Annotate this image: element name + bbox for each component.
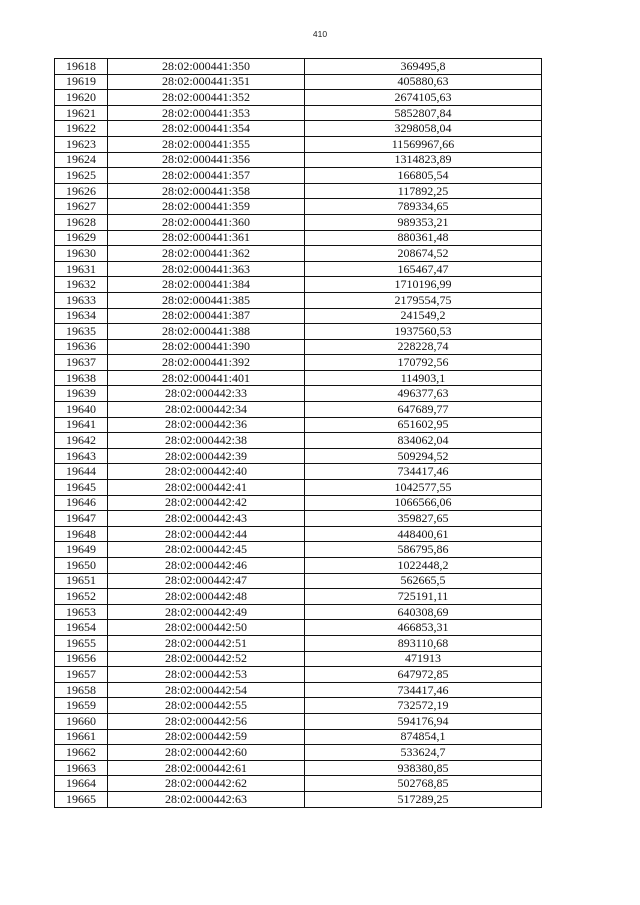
value-cell: 502768,85 xyxy=(305,776,542,792)
cadastral-number-cell: 28:02:000441:353 xyxy=(108,105,305,121)
row-number-cell: 19620 xyxy=(55,90,108,106)
value-cell: 448400,61 xyxy=(305,526,542,542)
cadastral-number-cell: 28:02:000442:45 xyxy=(108,542,305,558)
row-number-cell: 19639 xyxy=(55,386,108,402)
table-row xyxy=(55,573,542,589)
cadastral-number-cell: 28:02:000442:36 xyxy=(108,417,305,433)
table-row xyxy=(55,604,542,620)
row-number-cell: 19641 xyxy=(55,417,108,433)
cadastral-number-cell: 28:02:000442:60 xyxy=(108,745,305,761)
row-number-cell: 19625 xyxy=(55,168,108,184)
cadastral-number-cell: 28:02:000442:40 xyxy=(108,464,305,480)
cadastral-number-cell: 28:02:000442:51 xyxy=(108,635,305,651)
value-cell: 874854,1 xyxy=(305,729,542,745)
value-cell: 1022448,2 xyxy=(305,558,542,574)
row-number-cell: 19636 xyxy=(55,339,108,355)
row-number-cell: 19664 xyxy=(55,776,108,792)
cadastral-number-cell: 28:02:000441:362 xyxy=(108,246,305,262)
table-row xyxy=(55,152,542,168)
cadastral-number-cell: 28:02:000442:49 xyxy=(108,604,305,620)
cadastral-number-cell: 28:02:000441:358 xyxy=(108,183,305,199)
row-number-cell: 19628 xyxy=(55,214,108,230)
value-cell: 789334,65 xyxy=(305,199,542,215)
cadastral-number-cell: 28:02:000442:55 xyxy=(108,698,305,714)
cadastral-number-cell: 28:02:000441:357 xyxy=(108,168,305,184)
cadastral-number-cell: 28:02:000442:34 xyxy=(108,402,305,418)
table-row xyxy=(55,121,542,137)
row-number-cell: 19630 xyxy=(55,246,108,262)
cadastral-number-cell: 28:02:000441:390 xyxy=(108,339,305,355)
row-number-cell: 19658 xyxy=(55,682,108,698)
table-row xyxy=(55,682,542,698)
table-row xyxy=(55,635,542,651)
cadastral-number-cell: 28:02:000442:41 xyxy=(108,480,305,496)
cadastral-number-cell: 28:02:000441:363 xyxy=(108,261,305,277)
value-cell: 114903,1 xyxy=(305,370,542,386)
cadastral-number-cell: 28:02:000442:47 xyxy=(108,573,305,589)
table-row xyxy=(55,324,542,340)
row-number-cell: 19655 xyxy=(55,635,108,651)
value-cell: 117892,25 xyxy=(305,183,542,199)
value-cell: 359827,65 xyxy=(305,511,542,527)
value-cell: 166805,54 xyxy=(305,168,542,184)
value-cell: 2179554,75 xyxy=(305,292,542,308)
value-cell: 647689,77 xyxy=(305,402,542,418)
value-cell: 533624,7 xyxy=(305,745,542,761)
value-cell: 586795,86 xyxy=(305,542,542,558)
row-number-cell: 19624 xyxy=(55,152,108,168)
row-number-cell: 19635 xyxy=(55,324,108,340)
row-number-cell: 19657 xyxy=(55,667,108,683)
table-row xyxy=(55,745,542,761)
value-cell: 2674105,63 xyxy=(305,90,542,106)
cadastral-number-cell: 28:02:000441:385 xyxy=(108,292,305,308)
value-cell: 834062,04 xyxy=(305,433,542,449)
row-number-cell: 19650 xyxy=(55,558,108,574)
table-row xyxy=(55,199,542,215)
value-cell: 1066566,06 xyxy=(305,495,542,511)
cadastral-number-cell: 28:02:000442:59 xyxy=(108,729,305,745)
value-cell: 725191,11 xyxy=(305,589,542,605)
row-number-cell: 19640 xyxy=(55,402,108,418)
cadastral-number-cell: 28:02:000441:355 xyxy=(108,136,305,152)
table-row xyxy=(55,511,542,527)
row-number-cell: 19632 xyxy=(55,277,108,293)
value-cell: 640308,69 xyxy=(305,604,542,620)
value-cell: 734417,46 xyxy=(305,682,542,698)
cadastral-number-cell: 28:02:000441:359 xyxy=(108,199,305,215)
value-cell: 5852807,84 xyxy=(305,105,542,121)
table-row xyxy=(55,776,542,792)
cadastral-number-cell: 28:02:000441:350 xyxy=(108,59,305,75)
row-number-cell: 19656 xyxy=(55,651,108,667)
value-cell: 893110,68 xyxy=(305,635,542,651)
value-cell: 228228,74 xyxy=(305,339,542,355)
cadastral-number-cell: 28:02:000441:351 xyxy=(108,74,305,90)
page-number: 410 xyxy=(312,29,328,39)
row-number-cell: 19652 xyxy=(55,589,108,605)
table-row xyxy=(55,90,542,106)
cadastral-number-cell: 28:02:000441:352 xyxy=(108,90,305,106)
row-number-cell: 19654 xyxy=(55,620,108,636)
table-row xyxy=(55,105,542,121)
table-row xyxy=(55,729,542,745)
value-cell: 880361,48 xyxy=(305,230,542,246)
row-number-cell: 19623 xyxy=(55,136,108,152)
row-number-cell: 19634 xyxy=(55,308,108,324)
row-number-cell: 19631 xyxy=(55,261,108,277)
value-cell: 651602,95 xyxy=(305,417,542,433)
table-row xyxy=(55,183,542,199)
table-row xyxy=(55,136,542,152)
cadastral-number-cell: 28:02:000441:392 xyxy=(108,355,305,371)
table-row xyxy=(55,168,542,184)
table-row xyxy=(55,667,542,683)
row-number-cell: 19621 xyxy=(55,105,108,121)
cadastral-number-cell: 28:02:000442:38 xyxy=(108,433,305,449)
cadastral-number-cell: 28:02:000441:388 xyxy=(108,324,305,340)
row-number-cell: 19618 xyxy=(55,59,108,75)
table-row xyxy=(55,246,542,262)
value-cell: 989353,21 xyxy=(305,214,542,230)
cadastral-number-cell: 28:02:000442:53 xyxy=(108,667,305,683)
row-number-cell: 19663 xyxy=(55,760,108,776)
table-row xyxy=(55,417,542,433)
table-row xyxy=(55,402,542,418)
cadastral-number-cell: 28:02:000442:61 xyxy=(108,760,305,776)
table-row xyxy=(55,526,542,542)
value-cell: 732572,19 xyxy=(305,698,542,714)
table-row xyxy=(55,230,542,246)
cadastral-number-cell: 28:02:000442:44 xyxy=(108,526,305,542)
cadastral-number-cell: 28:02:000442:63 xyxy=(108,791,305,807)
value-cell: 405880,63 xyxy=(305,74,542,90)
row-number-cell: 19637 xyxy=(55,355,108,371)
row-number-cell: 19629 xyxy=(55,230,108,246)
value-cell: 496377,63 xyxy=(305,386,542,402)
table-row xyxy=(55,59,542,75)
value-cell: 170792,56 xyxy=(305,355,542,371)
cadastral-number-cell: 28:02:000441:387 xyxy=(108,308,305,324)
value-cell: 165467,47 xyxy=(305,261,542,277)
cadastral-number-cell: 28:02:000442:48 xyxy=(108,589,305,605)
cadastral-number-cell: 28:02:000441:356 xyxy=(108,152,305,168)
table-row xyxy=(55,589,542,605)
table-row xyxy=(55,277,542,293)
row-number-cell: 19626 xyxy=(55,183,108,199)
table-row xyxy=(55,292,542,308)
row-number-cell: 19633 xyxy=(55,292,108,308)
cadastral-number-cell: 28:02:000442:62 xyxy=(108,776,305,792)
cadastral-number-cell: 28:02:000442:46 xyxy=(108,558,305,574)
cadastral-number-cell: 28:02:000442:39 xyxy=(108,448,305,464)
table-row xyxy=(55,339,542,355)
cadastral-number-cell: 28:02:000442:43 xyxy=(108,511,305,527)
table-row xyxy=(55,542,542,558)
value-cell: 1710196,99 xyxy=(305,277,542,293)
row-number-cell: 19619 xyxy=(55,74,108,90)
cadastral-number-cell: 28:02:000442:42 xyxy=(108,495,305,511)
cadastral-number-cell: 28:02:000441:384 xyxy=(108,277,305,293)
value-cell: 1314823,89 xyxy=(305,152,542,168)
table-row xyxy=(55,433,542,449)
row-number-cell: 19638 xyxy=(55,370,108,386)
table-row xyxy=(55,698,542,714)
cadastral-number-cell: 28:02:000442:52 xyxy=(108,651,305,667)
value-cell: 369495,8 xyxy=(305,59,542,75)
value-cell: 517289,25 xyxy=(305,791,542,807)
table-body xyxy=(55,59,542,808)
cadastral-number-cell: 28:02:000441:401 xyxy=(108,370,305,386)
row-number-cell: 19627 xyxy=(55,199,108,215)
value-cell: 11569967,66 xyxy=(305,136,542,152)
row-number-cell: 19660 xyxy=(55,713,108,729)
table-row xyxy=(55,651,542,667)
row-number-cell: 19645 xyxy=(55,480,108,496)
table-row xyxy=(55,386,542,402)
value-cell: 938380,85 xyxy=(305,760,542,776)
value-cell: 1937560,53 xyxy=(305,324,542,340)
value-cell: 1042577,55 xyxy=(305,480,542,496)
table-row xyxy=(55,480,542,496)
table-row xyxy=(55,355,542,371)
table-row xyxy=(55,791,542,807)
value-cell: 509294,52 xyxy=(305,448,542,464)
table-row xyxy=(55,370,542,386)
table-row xyxy=(55,448,542,464)
row-number-cell: 19659 xyxy=(55,698,108,714)
row-number-cell: 19622 xyxy=(55,121,108,137)
cadastral-number-cell: 28:02:000441:354 xyxy=(108,121,305,137)
table-row xyxy=(55,620,542,636)
row-number-cell: 19647 xyxy=(55,511,108,527)
value-cell: 3298058,04 xyxy=(305,121,542,137)
value-cell: 594176,94 xyxy=(305,713,542,729)
table-row xyxy=(55,308,542,324)
row-number-cell: 19651 xyxy=(55,573,108,589)
row-number-cell: 19653 xyxy=(55,604,108,620)
value-cell: 241549,2 xyxy=(305,308,542,324)
row-number-cell: 19646 xyxy=(55,495,108,511)
cadastral-number-cell: 28:02:000441:361 xyxy=(108,230,305,246)
value-cell: 466853,31 xyxy=(305,620,542,636)
table-row xyxy=(55,464,542,480)
cadastral-number-cell: 28:02:000441:360 xyxy=(108,214,305,230)
value-cell: 734417,46 xyxy=(305,464,542,480)
cadastral-number-cell: 28:02:000442:33 xyxy=(108,386,305,402)
row-number-cell: 19648 xyxy=(55,526,108,542)
table-row xyxy=(55,495,542,511)
table-row xyxy=(55,713,542,729)
row-number-cell: 19642 xyxy=(55,433,108,449)
cadastral-number-cell: 28:02:000442:50 xyxy=(108,620,305,636)
row-number-cell: 19643 xyxy=(55,448,108,464)
cadastral-number-cell: 28:02:000442:54 xyxy=(108,682,305,698)
cadastral-number-cell: 28:02:000442:56 xyxy=(108,713,305,729)
row-number-cell: 19665 xyxy=(55,791,108,807)
value-cell: 647972,85 xyxy=(305,667,542,683)
value-cell: 208674,52 xyxy=(305,246,542,262)
value-cell: 562665,5 xyxy=(305,573,542,589)
row-number-cell: 19661 xyxy=(55,729,108,745)
value-cell: 471913 xyxy=(305,651,542,667)
table-row xyxy=(55,261,542,277)
row-number-cell: 19644 xyxy=(55,464,108,480)
table-row xyxy=(55,214,542,230)
table-row xyxy=(55,760,542,776)
cadastral-value-table xyxy=(54,58,542,808)
row-number-cell: 19649 xyxy=(55,542,108,558)
table-row xyxy=(55,558,542,574)
row-number-cell: 19662 xyxy=(55,745,108,761)
table-row xyxy=(55,74,542,90)
